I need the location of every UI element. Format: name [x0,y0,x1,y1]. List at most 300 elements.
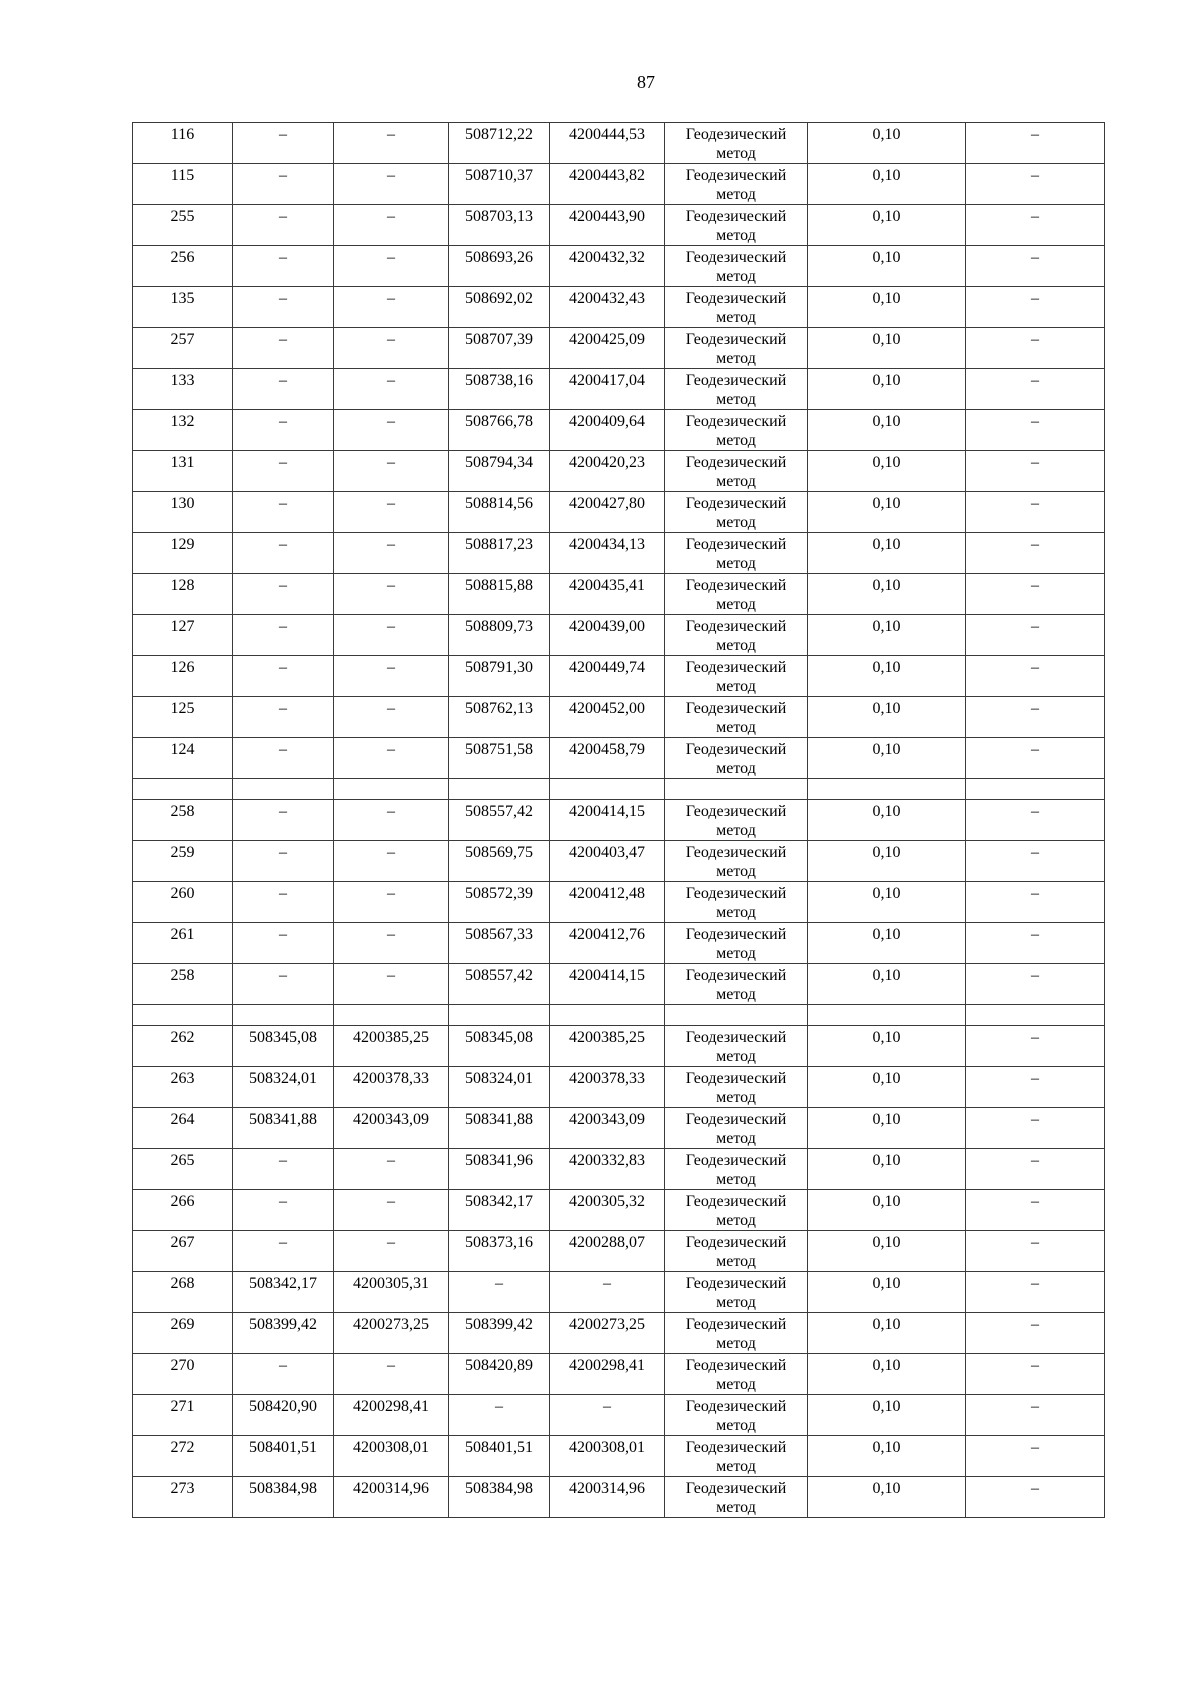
table-row [133,1477,1105,1518]
method-line-1: Геодезический [685,1070,787,1087]
method-line-2: метод [716,678,756,695]
point-number-cell: 256 [133,246,233,287]
description-cell: – [966,328,1105,369]
description-cell: – [966,1231,1105,1272]
table-row [133,492,1105,533]
new-x-cell: 508712,22 [449,123,550,164]
accuracy-cell: 0,10 [808,123,966,164]
method-line-2: метод [716,1130,756,1147]
description-cell: – [966,841,1105,882]
new-y-cell: 4200314,96 [550,1477,665,1518]
existing-y-cell: – [334,738,449,779]
new-y-cell: 4200452,00 [550,697,665,738]
new-y-cell: 4200412,76 [550,923,665,964]
accuracy-cell: 0,10 [808,964,966,1005]
method-cell [665,1436,808,1477]
point-number-cell: 124 [133,738,233,779]
existing-x-cell: – [233,123,334,164]
table-row [133,123,1105,164]
existing-y-cell: – [334,800,449,841]
new-x-cell: 508791,30 [449,656,550,697]
point-number-cell: 130 [133,492,233,533]
new-y-cell: 4200305,32 [550,1190,665,1231]
table-row [133,800,1105,841]
accuracy-cell: 0,10 [808,1067,966,1108]
table-row [133,841,1105,882]
new-x-cell: 508809,73 [449,615,550,656]
accuracy-cell: 0,10 [808,205,966,246]
description-cell: – [966,1067,1105,1108]
method-line-1: Геодезический [685,1152,787,1169]
point-number-cell: 260 [133,882,233,923]
table-row [133,328,1105,369]
method-cell [665,964,808,1005]
existing-y-cell: 4200385,25 [334,1026,449,1067]
table-row [133,1272,1105,1313]
method-cell [665,246,808,287]
accuracy-cell: 0,10 [808,1354,966,1395]
existing-y-cell: – [334,1354,449,1395]
existing-x-cell: – [233,697,334,738]
method-line-2: метод [716,1335,756,1352]
accuracy-cell: 0,10 [808,369,966,410]
description-cell: – [966,533,1105,574]
method-line-1: Геодезический [685,577,787,594]
point-number-cell: 271 [133,1395,233,1436]
new-x-cell: 508401,51 [449,1436,550,1477]
method-line-1: Геодезический [685,659,787,676]
existing-x-cell: – [233,923,334,964]
method-line-1: Геодезический [685,1111,787,1128]
description-cell: – [966,287,1105,328]
point-number-cell: 258 [133,800,233,841]
method-line-2: метод [716,1253,756,1270]
point-number-cell: 259 [133,841,233,882]
existing-x-cell: 508342,17 [233,1272,334,1313]
new-y-cell: 4200308,01 [550,1436,665,1477]
method-line-2: метод [716,391,756,408]
method-line-1: Геодезический [685,741,787,758]
existing-x-cell: 508341,88 [233,1108,334,1149]
existing-y-cell: – [334,205,449,246]
description-cell: – [966,410,1105,451]
table-row [133,1436,1105,1477]
point-number-cell: 268 [133,1272,233,1313]
method-cell [665,1272,808,1313]
method-cell [665,882,808,923]
new-x-cell: 508693,26 [449,246,550,287]
table-row [133,1108,1105,1149]
method-line-1: Геодезический [685,885,787,902]
new-x-cell: 508341,88 [449,1108,550,1149]
table-row [133,410,1105,451]
method-line-2: метод [716,1048,756,1065]
table-row [133,1313,1105,1354]
method-line-2: метод [716,1376,756,1393]
empty-cell [665,779,808,800]
empty-cell [550,779,665,800]
description-cell: – [966,1149,1105,1190]
description-cell: – [966,492,1105,533]
existing-y-cell: – [334,923,449,964]
existing-y-cell: 4200308,01 [334,1436,449,1477]
existing-x-cell: – [233,1190,334,1231]
new-y-cell: 4200435,41 [550,574,665,615]
description-cell: – [966,1354,1105,1395]
method-line-2: метод [716,1089,756,1106]
table-row [133,882,1105,923]
existing-y-cell: – [334,697,449,738]
new-y-cell: 4200432,32 [550,246,665,287]
table-row [133,1190,1105,1231]
table-row [133,369,1105,410]
existing-x-cell: – [233,656,334,697]
point-number-cell: 263 [133,1067,233,1108]
existing-x-cell: – [233,451,334,492]
accuracy-cell: 0,10 [808,533,966,574]
method-cell [665,841,808,882]
method-cell [665,1067,808,1108]
point-number-cell: 126 [133,656,233,697]
accuracy-cell: 0,10 [808,1395,966,1436]
existing-y-cell: – [334,451,449,492]
new-x-cell: 508572,39 [449,882,550,923]
new-x-cell: 508692,02 [449,287,550,328]
method-line-2: метод [716,1294,756,1311]
accuracy-cell: 0,10 [808,738,966,779]
point-number-cell: 266 [133,1190,233,1231]
empty-cell [334,1005,449,1026]
accuracy-cell: 0,10 [808,697,966,738]
method-cell [665,615,808,656]
description-cell: – [966,1395,1105,1436]
empty-cell [966,779,1105,800]
accuracy-cell: 0,10 [808,882,966,923]
existing-x-cell: 508401,51 [233,1436,334,1477]
new-x-cell: 508342,17 [449,1190,550,1231]
method-line-1: Геодезический [685,454,787,471]
accuracy-cell: 0,10 [808,492,966,533]
accuracy-cell: 0,10 [808,800,966,841]
new-x-cell: 508738,16 [449,369,550,410]
method-line-1: Геодезический [685,1439,787,1456]
accuracy-cell: 0,10 [808,1272,966,1313]
new-y-cell: 4200412,48 [550,882,665,923]
existing-y-cell: – [334,287,449,328]
new-x-cell: 508710,37 [449,164,550,205]
method-cell [665,164,808,205]
new-x-cell: 508569,75 [449,841,550,882]
table-row [133,1395,1105,1436]
method-line-2: метод [716,350,756,367]
new-y-cell: 4200288,07 [550,1231,665,1272]
existing-y-cell: – [334,615,449,656]
method-cell [665,1231,808,1272]
existing-x-cell: 508324,01 [233,1067,334,1108]
new-y-cell: 4200425,09 [550,328,665,369]
description-cell: – [966,800,1105,841]
existing-y-cell: – [334,1231,449,1272]
new-y-cell: 4200343,09 [550,1108,665,1149]
empty-cell [808,1005,966,1026]
description-cell: – [966,923,1105,964]
point-number-cell: 264 [133,1108,233,1149]
description-cell: – [966,164,1105,205]
method-line-2: метод [716,637,756,654]
method-line-1: Геодезический [685,249,787,266]
method-line-1: Геодезический [685,844,787,861]
table-spacer-row [133,779,1105,800]
method-line-1: Геодезический [685,1275,787,1292]
empty-cell [550,1005,665,1026]
description-cell: – [966,1026,1105,1067]
existing-x-cell: – [233,964,334,1005]
new-y-cell: 4200273,25 [550,1313,665,1354]
existing-y-cell: – [334,882,449,923]
existing-x-cell: 508420,90 [233,1395,334,1436]
description-cell: – [966,1477,1105,1518]
new-y-cell: 4200444,53 [550,123,665,164]
new-x-cell: 508707,39 [449,328,550,369]
new-x-cell: 508762,13 [449,697,550,738]
existing-y-cell: – [334,123,449,164]
method-line-2: метод [716,432,756,449]
empty-cell [966,1005,1105,1026]
description-cell: – [966,615,1105,656]
table-row [133,1354,1105,1395]
new-y-cell: 4200414,15 [550,964,665,1005]
point-number-cell: 267 [133,1231,233,1272]
method-line-1: Геодезический [685,618,787,635]
method-line-1: Геодезический [685,331,787,348]
accuracy-cell: 0,10 [808,1477,966,1518]
existing-y-cell: 4200273,25 [334,1313,449,1354]
method-cell [665,1149,808,1190]
method-line-2: метод [716,309,756,326]
method-line-2: метод [716,514,756,531]
existing-y-cell: – [334,656,449,697]
method-line-1: Геодезический [685,536,787,553]
method-cell [665,410,808,451]
existing-x-cell: – [233,738,334,779]
existing-y-cell: 4200305,31 [334,1272,449,1313]
point-number-cell: 131 [133,451,233,492]
empty-cell [808,779,966,800]
table-spacer-row [133,1005,1105,1026]
coordinates-table [132,122,1105,1518]
method-line-2: метод [716,1171,756,1188]
new-y-cell: 4200458,79 [550,738,665,779]
accuracy-cell: 0,10 [808,574,966,615]
method-line-2: метод [716,227,756,244]
method-line-1: Геодезический [685,1029,787,1046]
existing-x-cell: – [233,800,334,841]
new-x-cell: 508814,56 [449,492,550,533]
empty-cell [665,1005,808,1026]
new-y-cell: 4200439,00 [550,615,665,656]
method-line-2: метод [716,1458,756,1475]
method-cell [665,738,808,779]
method-line-2: метод [716,596,756,613]
description-cell: – [966,574,1105,615]
existing-x-cell: – [233,287,334,328]
description-cell: – [966,451,1105,492]
point-number-cell: 255 [133,205,233,246]
existing-y-cell: – [334,246,449,287]
empty-cell [133,779,233,800]
method-cell [665,1477,808,1518]
method-cell [665,369,808,410]
point-number-cell: 272 [133,1436,233,1477]
description-cell: – [966,246,1105,287]
existing-x-cell: – [233,615,334,656]
new-y-cell: 4200449,74 [550,656,665,697]
new-x-cell: – [449,1272,550,1313]
method-cell [665,492,808,533]
method-line-2: метод [716,945,756,962]
existing-x-cell: – [233,1149,334,1190]
description-cell: – [966,123,1105,164]
existing-y-cell: – [334,369,449,410]
existing-x-cell: – [233,533,334,574]
table-row [133,574,1105,615]
method-cell [665,1190,808,1231]
new-x-cell: 508567,33 [449,923,550,964]
accuracy-cell: 0,10 [808,923,966,964]
method-line-2: метод [716,145,756,162]
new-y-cell: 4200420,23 [550,451,665,492]
method-line-1: Геодезический [685,1234,787,1251]
method-cell [665,533,808,574]
existing-y-cell: – [334,492,449,533]
existing-x-cell: – [233,205,334,246]
method-line-2: метод [716,1212,756,1229]
method-cell [665,923,808,964]
method-line-1: Геодезический [685,167,787,184]
existing-x-cell: – [233,246,334,287]
existing-y-cell: – [334,1190,449,1231]
method-cell [665,1108,808,1149]
existing-x-cell: – [233,882,334,923]
description-cell: – [966,1313,1105,1354]
description-cell: – [966,656,1105,697]
description-cell: – [966,738,1105,779]
method-line-2: метод [716,822,756,839]
new-x-cell: 508420,89 [449,1354,550,1395]
method-cell [665,328,808,369]
new-x-cell: 508766,78 [449,410,550,451]
new-y-cell: 4200434,13 [550,533,665,574]
accuracy-cell: 0,10 [808,328,966,369]
existing-y-cell: – [334,964,449,1005]
point-number-cell: 262 [133,1026,233,1067]
point-number-cell: 257 [133,328,233,369]
accuracy-cell: 0,10 [808,451,966,492]
method-line-1: Геодезический [685,208,787,225]
accuracy-cell: 0,10 [808,841,966,882]
new-x-cell: 508341,96 [449,1149,550,1190]
new-x-cell: 508384,98 [449,1477,550,1518]
method-cell [665,287,808,328]
method-cell [665,800,808,841]
description-cell: – [966,205,1105,246]
existing-x-cell: – [233,841,334,882]
point-number-cell: 127 [133,615,233,656]
method-cell [665,123,808,164]
empty-cell [233,779,334,800]
accuracy-cell: 0,10 [808,1190,966,1231]
table-row [133,923,1105,964]
existing-y-cell: – [334,410,449,451]
existing-x-cell: 508345,08 [233,1026,334,1067]
method-line-2: метод [716,555,756,572]
empty-cell [133,1005,233,1026]
method-cell [665,697,808,738]
table-row [133,615,1105,656]
new-y-cell: 4200332,83 [550,1149,665,1190]
method-line-1: Геодезический [685,126,787,143]
table-row [133,964,1105,1005]
existing-x-cell: – [233,328,334,369]
accuracy-cell: 0,10 [808,1108,966,1149]
table-row [133,205,1105,246]
point-number-cell: 125 [133,697,233,738]
point-number-cell: 258 [133,964,233,1005]
point-number-cell: 261 [133,923,233,964]
table-body [133,123,1105,1518]
new-x-cell: 508557,42 [449,964,550,1005]
point-number-cell: 116 [133,123,233,164]
new-x-cell: 508324,01 [449,1067,550,1108]
point-number-cell: 135 [133,287,233,328]
existing-x-cell: – [233,369,334,410]
method-line-2: метод [716,904,756,921]
table-row [133,1231,1105,1272]
new-y-cell: 4200443,90 [550,205,665,246]
existing-x-cell: – [233,492,334,533]
method-line-2: метод [716,863,756,880]
method-cell [665,1026,808,1067]
method-line-1: Геодезический [685,1480,787,1497]
method-line-1: Геодезический [685,803,787,820]
existing-y-cell: 4200378,33 [334,1067,449,1108]
new-y-cell: 4200443,82 [550,164,665,205]
method-line-2: метод [716,1417,756,1434]
method-cell [665,1395,808,1436]
accuracy-cell: 0,10 [808,1149,966,1190]
accuracy-cell: 0,10 [808,246,966,287]
method-line-1: Геодезический [685,1398,787,1415]
existing-y-cell: – [334,533,449,574]
table-row [133,697,1105,738]
description-cell: – [966,964,1105,1005]
point-number-cell: 132 [133,410,233,451]
method-cell [665,656,808,697]
method-cell [665,205,808,246]
method-line-1: Геодезический [685,1357,787,1374]
point-number-cell: 269 [133,1313,233,1354]
point-number-cell: 273 [133,1477,233,1518]
method-line-1: Геодезический [685,495,787,512]
method-line-2: метод [716,986,756,1003]
empty-cell [449,1005,550,1026]
existing-y-cell: – [334,328,449,369]
point-number-cell: 128 [133,574,233,615]
empty-cell [449,779,550,800]
new-y-cell: – [550,1395,665,1436]
table-row [133,1026,1105,1067]
new-x-cell: 508817,23 [449,533,550,574]
